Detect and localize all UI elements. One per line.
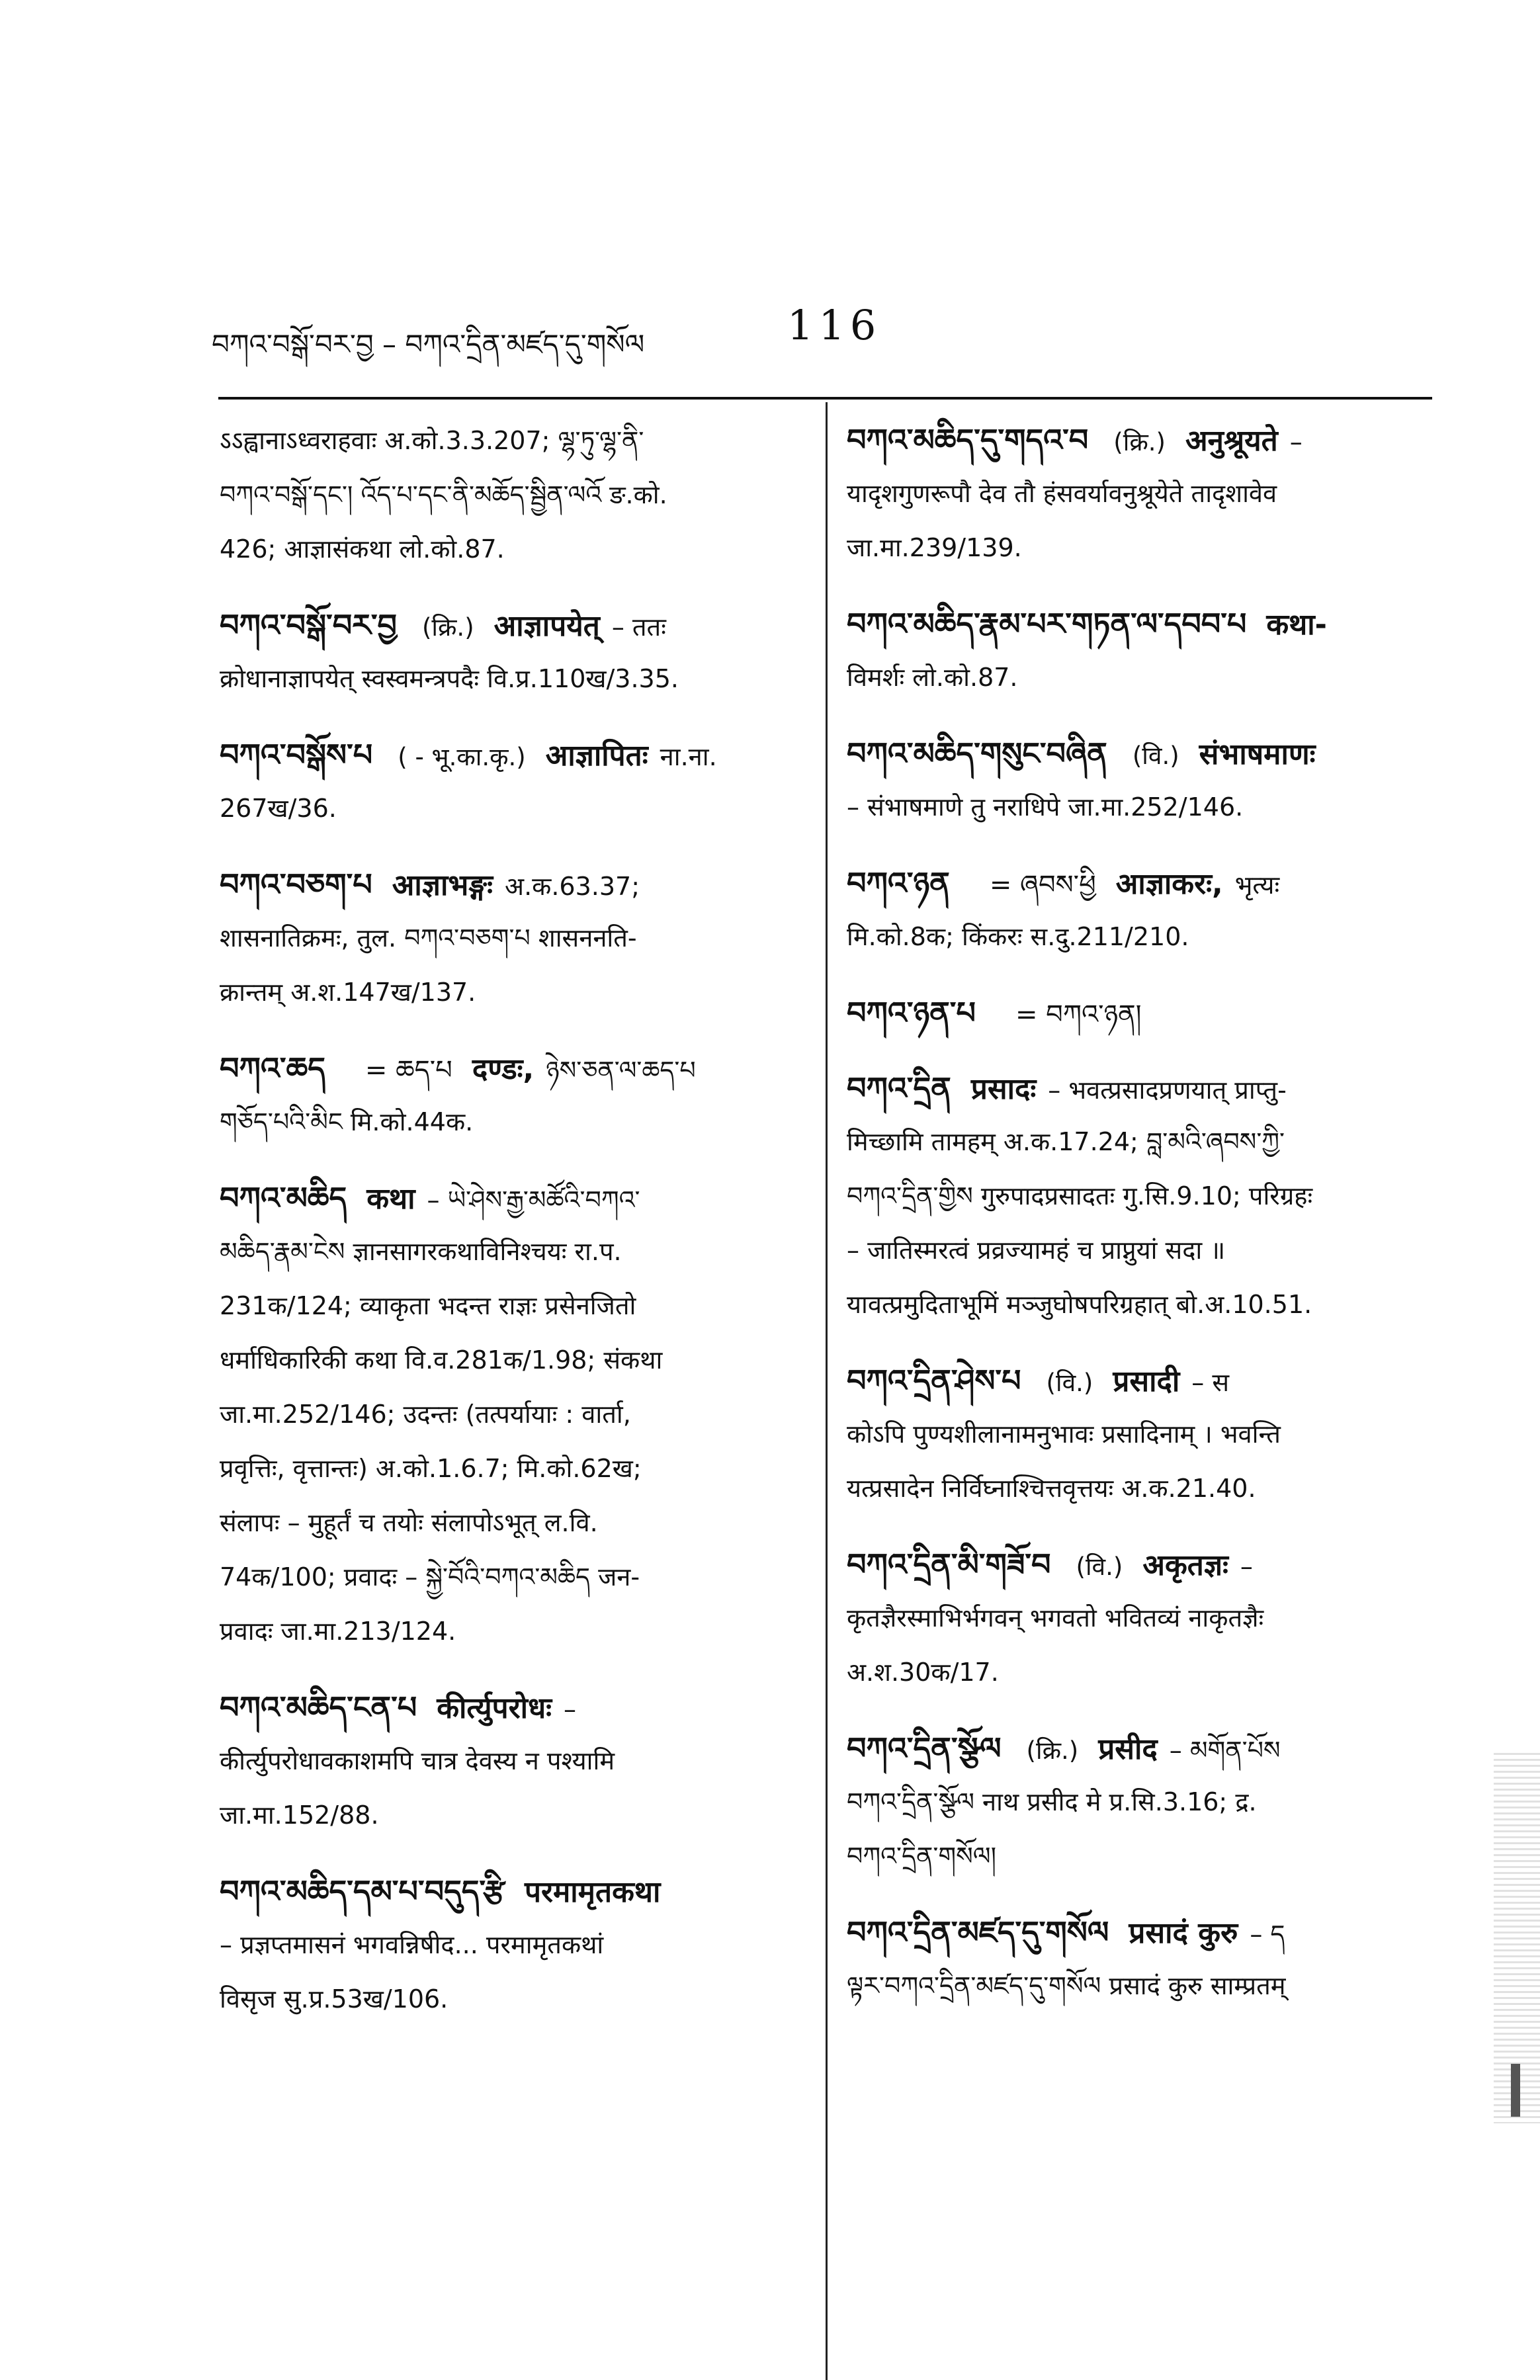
- page-number: 116: [787, 301, 882, 349]
- entry-grammar: (वि.): [1132, 742, 1179, 770]
- entry-headword: བཀའ་བཅག་པ: [220, 867, 372, 902]
- dictionary-entry: [847, 413, 1429, 575]
- entry-head-rest: ཉེས་ཅན་ལ་ཆད་པ: [546, 1056, 696, 1085]
- entry-text-line: शासनातिक्रमः, तुल. བཀའ་བཅག་པ शासननति-: [220, 923, 637, 953]
- dictionary-entry: [220, 1865, 805, 2026]
- entry-text-line: ལྟར་བཀའ་དྲིན་མཛད་དུ་གསོལ प्रसादं कुरु साम्प्रतम्: [847, 1971, 1286, 2000]
- entry-sanskrit: आज्ञापितः: [545, 739, 648, 773]
- entry-sanskrit: प्रसादी: [1113, 1365, 1180, 1398]
- entry-headword: བཀའ་ཉན་པ: [847, 995, 976, 1031]
- entry-headword: བཀའ་བསྒོ་བར་བྱ: [220, 607, 397, 643]
- entry-head-line: [220, 1681, 805, 1734]
- entry-text-line: यादृशगुणरूपौ देव तौ हंसवर्यावनुश्रूयेते तादृशावेव: [847, 479, 1277, 508]
- entry-head-line: [220, 1042, 805, 1095]
- entry-head-rest: – ད: [1250, 1920, 1285, 1949]
- entry-text-line: जा.मा.239/139.: [847, 533, 1022, 562]
- entry-headword: བཀའ་མཆིད་རྣམ་པར་གཏན་ལ་དབབ་པ: [847, 606, 1247, 642]
- entry-text-line: प्रवृत्तिः, वृत्तान्तः) अ.को.1.6.7; मि.को.62ख;: [220, 1454, 642, 1483]
- entry-head-rest: ना.ना.: [660, 742, 717, 771]
- entry-text-line: 426; आज्ञासंकथा लो.को.87.: [220, 534, 505, 564]
- entry-sanskrit: आज्ञाकरः,: [1115, 867, 1223, 901]
- entry-head-line: [847, 1354, 1429, 1407]
- entry-text-line: यत्प्रसादेन निर्विघ्नाश्चित्तवृत्तयः अ.क.21.40.: [847, 1474, 1256, 1503]
- entry-head-line: [847, 857, 1429, 910]
- entry-head-line: [847, 1722, 1429, 1775]
- entry-headword: བཀའ་དྲིན་ཤེས་པ: [847, 1363, 1021, 1398]
- entry-equivalent: = ཞབས་ཕྱི: [989, 870, 1096, 900]
- entry-text-line: कीर्त्युपरोधावकाशमपि चात्र देवस्य न पश्यामि: [220, 1746, 615, 1775]
- entry-head-rest: – स: [1191, 1368, 1230, 1397]
- entry-headword: བཀའ་མཆིད་དམ་པ་བདུད་རྩི: [220, 1873, 505, 1909]
- right-column: [847, 413, 1429, 2035]
- entry-sanskrit: परमामृतकथा: [524, 1875, 661, 1909]
- entry-text-line: 231क/124; व्याकृता भदन्त राज्ञः प्रसेनजितो: [220, 1291, 636, 1320]
- entry-head-rest: – भवत्प्रसादप्रणयात् प्राप्तु-: [1048, 1076, 1287, 1105]
- entry-text-line: यावत्प्रमुदिताभूमिं मञ्जुघोषपरिग्रहात् बो.अ.10.51.: [847, 1290, 1312, 1319]
- entry-head-line: [847, 597, 1429, 650]
- entry-head-line: [847, 413, 1429, 466]
- entry-head-line: [847, 727, 1429, 780]
- header-rule: [218, 397, 1432, 400]
- entry-sanskrit: कीर्त्युपरोधः: [437, 1691, 552, 1725]
- scan-edge-mark: [1511, 2064, 1520, 2117]
- dictionary-entry: [220, 413, 805, 576]
- entry-grammar: (वि.): [1046, 1369, 1093, 1397]
- entry-text-line: བཀའ་དྲིན་གསོལ།: [847, 1842, 997, 1871]
- entry-head-rest: –: [564, 1695, 577, 1724]
- entry-sanskrit: दण्डः,: [472, 1052, 535, 1086]
- entry-text-line: བཀའ་དྲིན་སྩོལ नाथ प्रसीद मे प्र.सि.3.16; द्र.: [847, 1787, 1257, 1816]
- entry-headword: བཀའ་མཆིད་གསུང་བཞིན: [847, 736, 1107, 771]
- dictionary-entry: [847, 1722, 1429, 1883]
- entry-sanskrit: आज्ञाभङ्गः: [392, 869, 493, 902]
- entry-text-line: प्रवादः जा.मा.213/124.: [220, 1617, 456, 1646]
- entry-head-rest: –: [1289, 427, 1303, 456]
- entry-sanskrit: संभाषमाणः: [1199, 738, 1316, 771]
- entry-head-rest: – ततः: [611, 613, 666, 642]
- entry-headword: བཀའ་བསྒོས་པ: [220, 737, 373, 773]
- entry-headword: བཀའ་དྲིན་སྩོལ: [847, 1730, 1002, 1766]
- entry-grammar: (क्रि.): [422, 613, 474, 642]
- entry-sanskrit: अनुश्रूयते: [1185, 424, 1278, 458]
- entry-text-line: 74क/100; प्रवादः – སྐྱེ་བོའི་བཀའ་མཆིད जन-: [220, 1562, 640, 1592]
- entry-headword: བཀའ་མཆིད་ངན་པ: [220, 1689, 417, 1725]
- entry-headword: བཀའ་མཆིད་དུ་གདའ་བ: [847, 422, 1089, 458]
- entry-head-line: [220, 858, 805, 911]
- entry-sanskrit: कथा: [366, 1182, 415, 1216]
- entry-head-line: [220, 1865, 805, 1918]
- dictionary-entry: [847, 1906, 1429, 2013]
- dictionary-entry: [220, 599, 805, 706]
- dictionary-entry: [220, 1681, 805, 1842]
- entry-text-line: अ.श.30क/17.: [847, 1658, 999, 1687]
- dictionary-entry: [847, 1354, 1429, 1515]
- entry-sanskrit: कथा-: [1266, 608, 1327, 642]
- entry-grammar: (वि.): [1076, 1552, 1123, 1581]
- entry-text-line: བཀའ་དྲིན་གྱིས गुरुपादप्रसादतः गु.सि.9.10; परिग्रहः: [847, 1181, 1313, 1211]
- left-column: [220, 413, 805, 2049]
- dictionary-entry: [220, 728, 805, 835]
- entry-text-line: क्रोधानाज्ञापयेत् स्वस्वमन्त्रपदैः वि.प्र.110ख/3.35.: [220, 664, 679, 693]
- entry-head-line: [847, 1062, 1429, 1115]
- entry-text-line: ऽऽह्वानाऽध्वराहवाः अ.को.3.3.207; ལྷ་ཏུ་ལྷ་ནི་: [220, 426, 644, 455]
- entry-text-line: धर्माधिकारिकी कथा वि.व.281क/1.98; संकथा: [220, 1345, 663, 1375]
- dictionary-entry: [847, 1062, 1429, 1332]
- entry-headword: བཀའ་མཆིད: [220, 1180, 347, 1216]
- entry-text-line: कोऽपि पुण्यशीलानामनुभावः प्रसादिनाम् । भवन्ति: [847, 1420, 1281, 1449]
- entry-grammar: (क्रि.): [1026, 1736, 1079, 1765]
- dictionary-entry: [847, 727, 1429, 834]
- running-head: བཀའ་བསྒོ་བར་བྱ – བཀའ་དྲིན་མཛད་དུ་གསོལ: [212, 328, 645, 361]
- entry-text-line: 267ख/36.: [220, 794, 337, 823]
- entry-sanskrit: अकृतज्ञः: [1142, 1549, 1228, 1582]
- entry-text-line: विसृज सु.प्र.53ख/106.: [220, 1984, 449, 2014]
- entry-text-line: मिच्छामि तामहम् अ.क.17.24; བླ་མའི་ཞབས་ཀྱི་: [847, 1127, 1285, 1156]
- dictionary-entry: [847, 597, 1429, 704]
- column-divider: [826, 402, 828, 2380]
- entry-grammar: ( - भू.का.कृ.): [398, 743, 526, 771]
- entry-head-rest: – ཡེ་ཤེས་རྒྱ་མཚོའི་བཀའ་: [427, 1185, 640, 1214]
- entry-sanskrit: आज्ञापयेत्: [493, 609, 600, 643]
- entry-headword: བཀའ་དྲིན་མཛད་དུ་གསོལ: [847, 1914, 1109, 1950]
- entry-text-line: विमर्शः लो.को.87.: [847, 663, 1018, 692]
- entry-grammar: (क्रि.): [1113, 428, 1166, 456]
- entry-text-line: མཆིད་རྣམ་ངེས ज्ञानसागरकथाविनिश्चयः रा.प.: [220, 1237, 622, 1266]
- entry-head-line: [220, 1171, 805, 1224]
- entry-text-line: कृतज्ञैरस्माभिर्भगवन् भगवतो भवितव्यं नाकृतज्ञैः: [847, 1603, 1264, 1633]
- entry-text-line: क्रान्तम् अ.श.147ख/137.: [220, 978, 476, 1007]
- entry-headword: བཀའ་དྲིན་མི་གཟོ་བ: [847, 1547, 1051, 1582]
- entry-headword: བཀའ་ཉན: [847, 865, 950, 901]
- entry-sanskrit: प्रसीद: [1098, 1732, 1158, 1766]
- entry-text-line: བཀའ་བསྒོ་དང་། འོད་པ་དང་ནི་མཆོད་སྦྱིན་ལའོ ङ.को.: [220, 480, 667, 509]
- entry-head-line: [847, 986, 1429, 1039]
- entry-head-rest: – མགོན་པོས: [1169, 1736, 1281, 1765]
- entry-head-line: [847, 1538, 1429, 1591]
- dictionary-entry: [220, 1042, 805, 1149]
- entry-head-rest: अ.क.63.37;: [505, 872, 640, 901]
- entry-head-line: [220, 599, 805, 652]
- dictionary-entry: [847, 986, 1429, 1039]
- entry-sanskrit: प्रसादं कुरु: [1129, 1916, 1238, 1950]
- dictionary-entry: [847, 857, 1429, 964]
- entry-sanskrit: प्रसादः: [970, 1072, 1037, 1106]
- page-header: [212, 301, 1369, 361]
- entry-text-line: གཅོད་པའི་མིང मि.को.44क.: [220, 1107, 474, 1136]
- entry-headword: བཀའ་དྲིན: [847, 1070, 951, 1106]
- entry-text-line: – संभाषमाणे तु नराधिपे जा.मा.252/146.: [847, 792, 1244, 822]
- entry-headword: བཀའ་ཆད: [220, 1050, 325, 1086]
- dictionary-entry: [220, 858, 805, 1019]
- entry-text-line: – प्रज्ञप्तमासनं भगवन्निषीद... परमामृतकथां: [220, 1930, 604, 1959]
- entry-equivalent: = བཀའ་ཉན།: [1015, 999, 1142, 1030]
- entry-text-line: – जातिस्मरत्वं प्रव्रज्यामहं च प्राप्नुयां सदा ॥: [847, 1236, 1226, 1265]
- dictionary-entry: [220, 1171, 805, 1658]
- entry-equivalent: = ཆད་པ: [364, 1055, 452, 1085]
- entry-text-line: मि.को.8क; किंकरः स.दु.211/210.: [847, 922, 1189, 951]
- entry-text-line: जा.मा.152/88.: [220, 1801, 379, 1830]
- entry-head-rest: –: [1240, 1552, 1253, 1581]
- entry-head-line: [847, 1906, 1429, 1959]
- entry-text-line: जा.मा.252/146; उदन्तः (तत्पर्यायाः : वार्ता,: [220, 1400, 631, 1429]
- entry-head-line: [220, 728, 805, 781]
- entry-head-rest: भृत्यः: [1234, 871, 1280, 900]
- entry-text-line: संलापः – मुहूर्तं च तयोः संलापोऽभूत् ल.वि.: [220, 1508, 598, 1537]
- dictionary-entry: [847, 1538, 1429, 1699]
